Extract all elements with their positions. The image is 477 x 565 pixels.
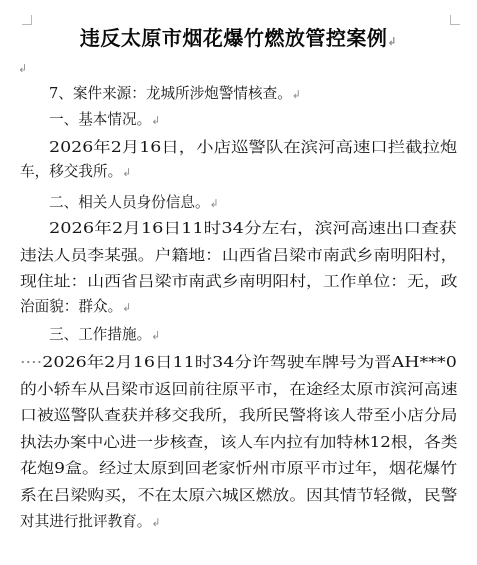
text-line-content: 现住址：山西省吕梁市南武乡南明阳村，工作单位：无，政 bbox=[20, 273, 458, 290]
text-line bbox=[20, 246, 458, 266]
text-line-content: 违法人员李某强。户籍地：山西省吕梁市南武乡南明阳村， bbox=[20, 247, 458, 264]
text-line-content: 一、基本情况。 bbox=[49, 111, 152, 128]
text-line-content: 的小轿车从吕梁市返回前往原平市，在途经太原市滨河高速 bbox=[20, 381, 458, 398]
text-line bbox=[20, 512, 161, 533]
paragraph-mark-icon: ↲ bbox=[151, 114, 161, 127]
text-line-content: 口被巡警队查获并移交我所，我所民警将该人带至小店分局 bbox=[20, 407, 458, 424]
text-line bbox=[20, 433, 457, 453]
text-line-content: 执法办案中心进一步核查，该人车内拉有加特林12根，各类 bbox=[20, 434, 458, 451]
text-line-content: 车，移交我所。 bbox=[20, 163, 123, 180]
document-title bbox=[0, 22, 477, 51]
text-line-content: 系在吕梁购买，不在太原六城区燃放。因其情节轻微，民警 bbox=[20, 487, 458, 504]
paragraph-mark-icon: ↲ bbox=[209, 197, 219, 210]
text-line-content: 2026年2月16日11时34分许驾驶车牌号为晋AH***0 bbox=[42, 354, 457, 371]
text-line bbox=[20, 486, 458, 506]
text-line-content: 二、相关人员身份信息。 bbox=[49, 194, 210, 211]
leading-dots: ···· bbox=[20, 354, 43, 371]
text-line bbox=[20, 353, 457, 373]
text-line bbox=[20, 162, 131, 183]
text-line-content: 三、工作措施。 bbox=[49, 326, 152, 343]
text-line bbox=[49, 84, 301, 105]
text-line bbox=[49, 325, 160, 346]
text-line bbox=[20, 406, 458, 426]
text-line bbox=[49, 110, 160, 131]
text-line-content: 2026年2月16日，小店巡警队在滨河高速口拦截拉炮 bbox=[49, 139, 458, 156]
empty-paragraph-mark-icon: ↲ bbox=[18, 62, 28, 75]
paragraph-mark-icon: ↲ bbox=[151, 516, 161, 529]
text-line-content: 对其进行批评教育。 bbox=[20, 513, 152, 530]
text-line bbox=[20, 380, 458, 400]
text-line bbox=[49, 193, 219, 214]
text-line-content: 2026年2月16日11时34分左右，滨河高速出口查获 bbox=[49, 220, 457, 237]
paragraph-mark-icon: ↲ bbox=[387, 35, 398, 48]
text-line bbox=[20, 297, 131, 318]
text-line bbox=[20, 272, 458, 292]
text-line-content: 7、案件来源：龙城所涉炮警情核查。 bbox=[49, 85, 292, 102]
text-line bbox=[20, 459, 457, 479]
text-line bbox=[49, 219, 457, 239]
text-line-content: 治面貌：群众。 bbox=[20, 298, 123, 315]
paragraph-mark-icon: ↲ bbox=[122, 166, 132, 179]
text-line-content: 花炮9盒。经过太原到回老家忻州市原平市过年，烟花爆竹 bbox=[20, 460, 458, 477]
paragraph-mark-icon: ↲ bbox=[151, 329, 161, 342]
paragraph-mark-icon: ↲ bbox=[122, 301, 132, 314]
text-line bbox=[49, 138, 457, 158]
document-title-text: 违反太原市烟花爆竹燃放管控案例 bbox=[79, 26, 388, 50]
paragraph-mark-icon: ↲ bbox=[291, 88, 302, 101]
